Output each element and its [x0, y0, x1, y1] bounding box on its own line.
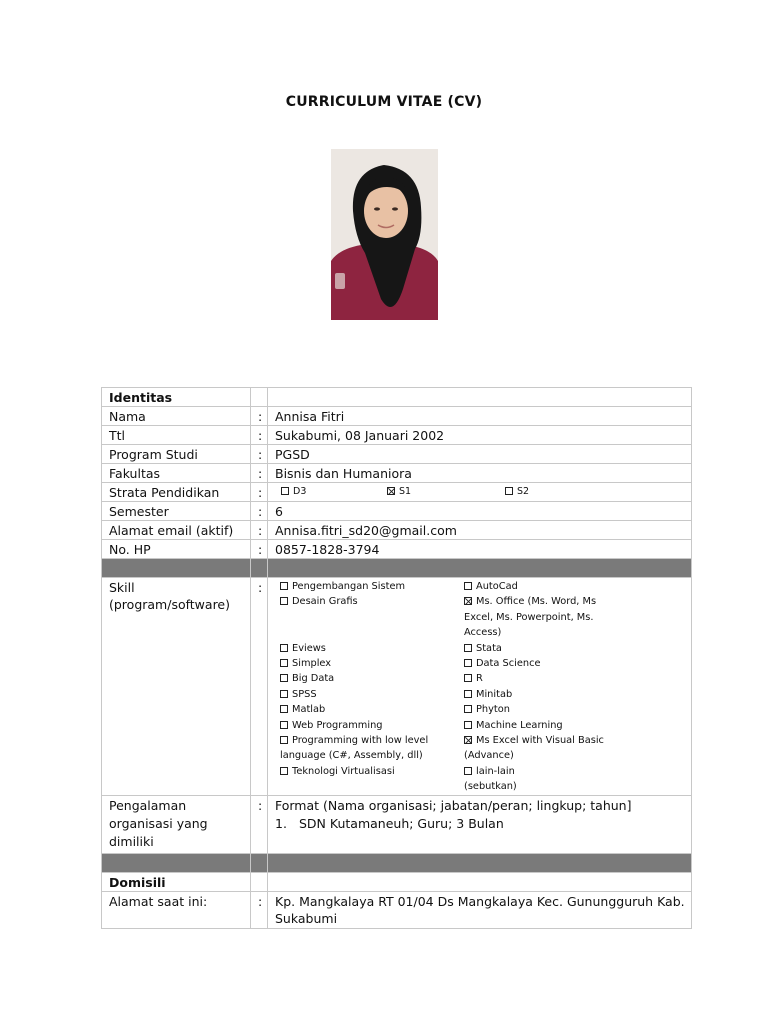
label-email: Alamat email (aktif)	[102, 521, 251, 540]
value-program-studi: PGSD	[268, 445, 692, 464]
checkbox-checked-icon	[464, 597, 472, 605]
skill-minitab[interactable]: Minitab	[464, 687, 614, 702]
skill-data-science[interactable]: Data Science	[464, 656, 614, 671]
label-semester: Semester	[102, 502, 251, 521]
colon: :	[251, 521, 268, 540]
row-fakultas	[102, 464, 692, 483]
pengalaman-label-line3: dimiliki	[109, 833, 154, 849]
checkbox-icon	[505, 487, 513, 495]
label-strata: Strata Pendidikan	[102, 483, 251, 502]
document-title: CURRICULUM VITAE (CV)	[285, 94, 483, 110]
skill-eviews[interactable]: Eviews	[274, 641, 464, 656]
colon: :	[251, 483, 268, 502]
value-no-hp: 0857-1828-3794	[268, 540, 692, 559]
skill-stata[interactable]: Stata	[464, 641, 614, 656]
skill-programming-low-level-line2: language (C#, Assembly, dll)	[280, 750, 423, 762]
section-header-identitas	[102, 388, 692, 407]
colon: :	[251, 502, 268, 521]
colon: :	[251, 540, 268, 559]
skill-column-left	[274, 579, 464, 795]
label-ttl: Ttl	[102, 426, 251, 445]
checkbox-icon	[281, 487, 289, 495]
skill-teknologi-virtualisasi[interactable]: Teknologi Virtualisasi	[274, 764, 464, 779]
colon: :	[251, 445, 268, 464]
skill-label-sub: (program/software)	[109, 597, 231, 612]
checkbox-icon	[280, 690, 288, 698]
row-nama	[102, 407, 692, 426]
skill-lain-lain[interactable]: lain-lain	[464, 764, 614, 779]
value-fakultas: Bisnis dan Humaniora	[268, 464, 692, 483]
colon: :	[251, 426, 268, 445]
row-strata	[102, 483, 692, 502]
skill-column-right	[464, 579, 614, 795]
checkbox-icon	[280, 674, 288, 682]
label-program-studi: Program Studi	[102, 445, 251, 464]
skill-machine-learning[interactable]: Machine Learning	[464, 718, 614, 733]
portrait-photo	[331, 149, 438, 320]
pengalaman-format: Format (Nama organisasi; jabatan/peran; lingkup; tahun]	[275, 797, 632, 813]
value-semester: 6	[268, 502, 692, 521]
colon: :	[251, 464, 268, 483]
alamat-line2: Sukabumi	[275, 910, 338, 926]
skill-desain-grafis[interactable]: Desain Grafis	[274, 594, 464, 609]
pengalaman-label: Pengalaman	[109, 797, 187, 813]
value-email: Annisa.fitri_sd20@gmail.com	[268, 521, 692, 540]
colon: :	[251, 891, 268, 928]
checkbox-icon	[280, 644, 288, 652]
skill-checklist	[274, 579, 685, 795]
row-pengalaman	[102, 795, 692, 853]
cv-table	[101, 387, 692, 929]
checkbox-icon	[280, 597, 288, 605]
row-skill	[102, 578, 692, 796]
identitas-header: Identitas	[102, 388, 251, 407]
label-alamat: Alamat saat ini:	[102, 891, 251, 928]
label-nama: Nama	[102, 407, 251, 426]
checkbox-checked-icon	[387, 487, 395, 495]
checkbox-checked-icon	[464, 736, 472, 744]
label-fakultas: Fakultas	[102, 464, 251, 483]
row-alamat	[102, 891, 692, 928]
strata-options	[275, 484, 685, 499]
checkbox-icon	[280, 721, 288, 729]
checkbox-icon	[464, 690, 472, 698]
option-s1[interactable]: S1	[387, 484, 505, 499]
row-email	[102, 521, 692, 540]
checkbox-icon	[280, 582, 288, 590]
separator-row	[102, 559, 692, 578]
skill-big-data[interactable]: Big Data	[274, 671, 464, 686]
colon: :	[251, 795, 268, 853]
skill-lain-lain-line2: (sebutkan)	[464, 781, 517, 793]
row-semester	[102, 502, 692, 521]
separator-row	[102, 853, 692, 872]
colon: :	[251, 407, 268, 426]
checkbox-icon	[280, 659, 288, 667]
skill-simplex[interactable]: Simplex	[274, 656, 464, 671]
checkbox-icon	[280, 736, 288, 744]
checkbox-icon	[280, 705, 288, 713]
skill-autocad[interactable]: AutoCad	[464, 579, 614, 594]
pengalaman-item-text: SDN Kutamaneuh; Guru; 3 Bulan	[299, 815, 504, 831]
checkbox-icon	[280, 767, 288, 775]
row-no-hp	[102, 540, 692, 559]
skill-ms-office-line2: Excel, Ms. Powerpoint, Ms.	[464, 611, 594, 623]
checkbox-icon	[464, 644, 472, 652]
checkbox-icon	[464, 721, 472, 729]
skill-label: Skill	[109, 580, 135, 595]
row-program-studi	[102, 445, 692, 464]
value-ttl: Sukabumi, 08 Januari 2002	[268, 426, 692, 445]
alamat-line1: Kp. Mangkalaya RT 01/04 Ds Mangkalaya Kec. Gunungguruh Kab.	[275, 893, 685, 909]
checkbox-icon	[464, 705, 472, 713]
skill-programming-low-level[interactable]: Programming with low level	[274, 733, 464, 748]
checkbox-icon	[464, 659, 472, 667]
checkbox-icon	[464, 582, 472, 590]
value-nama: Annisa Fitri	[268, 407, 692, 426]
skill-ms-excel-vb[interactable]: Ms Excel with Visual Basic	[464, 733, 614, 748]
skill-ms-excel-vb-line2: (Advance)	[464, 750, 514, 762]
option-s2[interactable]: S2	[505, 484, 529, 499]
section-header-domisili	[102, 872, 692, 891]
skill-r[interactable]: R	[464, 671, 614, 686]
skill-pengembangan-sistem[interactable]: Pengembangan Sistem	[274, 579, 464, 594]
skill-spss[interactable]: SPSS	[274, 687, 464, 702]
colon: :	[251, 578, 268, 796]
skill-ms-office-line3: Access)	[464, 627, 502, 639]
list-number: 1.	[275, 815, 287, 831]
skill-matlab[interactable]: Matlab	[274, 702, 464, 717]
skill-web-programming[interactable]: Web Programming	[274, 718, 464, 733]
pengalaman-label-line2: organisasi yang	[109, 815, 208, 831]
skill-ms-office[interactable]: Ms. Office (Ms. Word, Ms	[464, 594, 614, 609]
option-d3[interactable]: D3	[275, 484, 387, 499]
skill-phyton[interactable]: Phyton	[464, 702, 614, 717]
checkbox-icon	[464, 674, 472, 682]
pengalaman-item	[275, 815, 685, 833]
row-ttl	[102, 426, 692, 445]
domisili-header: Domisili	[102, 872, 251, 891]
label-no-hp: No. HP	[102, 540, 251, 559]
checkbox-icon	[464, 767, 472, 775]
